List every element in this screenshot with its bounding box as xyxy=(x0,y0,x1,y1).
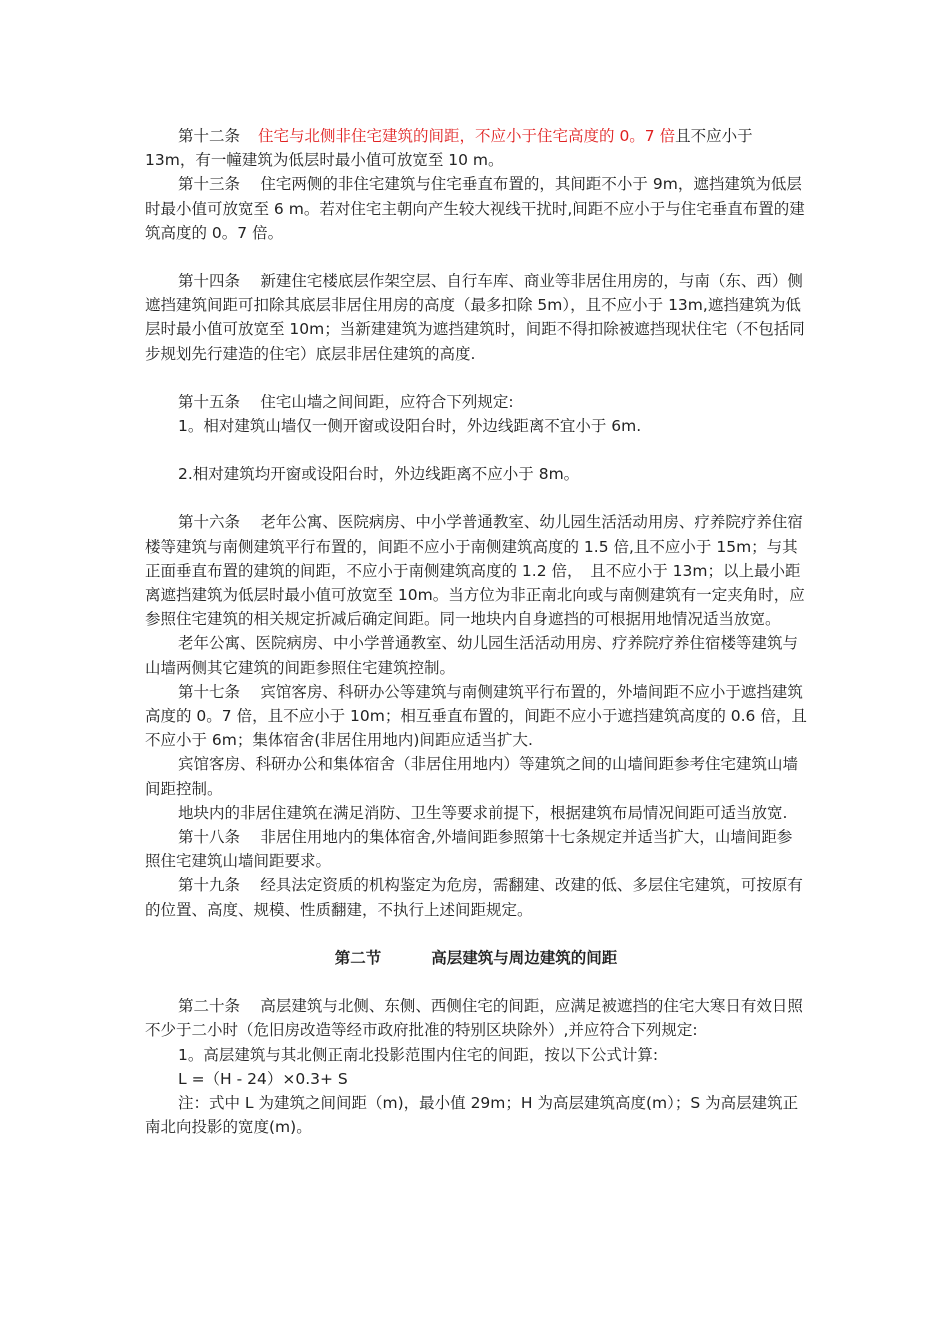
article-19: 第十九条 经具法定资质的机构鉴定为危房，需翻建、改建的低、多层住宅建筑，可按原有的位置、高度、规模、性质翻建，不执行上述间距规定。 xyxy=(145,876,803,919)
document-body xyxy=(145,124,807,1139)
section-number: 第二节 xyxy=(334,948,382,967)
article-15-item-2: 2.相对建筑均开窗或设阳台时，外边线距离不应小于 8m。 xyxy=(178,465,580,484)
section-title: 高层建筑与周边建筑的间距 xyxy=(431,948,618,967)
article-12 xyxy=(145,124,807,172)
article-18: 第十八条 非居住用地内的集体宿舍,外墙间距参照第十七条规定并适当扩大，山墙间距参照住宅建筑山墙间距要求。 xyxy=(145,828,793,871)
article-13: 第十三条 住宅两侧的非住宅建筑与住宅垂直布置的，其间距不小于 9m，遮挡建筑为低层时最小值可放宽至 6 m。若对住宅主朝向产生较大视线干扰时,间距不应小于与住宅垂直布置的建筑高度的 0。7 倍。 xyxy=(145,175,805,242)
article-17-supplement-1: 宾馆客房、科研办公和集体宿舍（非居住用地内）等建筑之间的山墙间距参考住宅建筑山墙间距控制。 xyxy=(145,755,799,798)
article-15: 第十五条 住宅山墙之间间距，应符合下列规定: xyxy=(178,392,514,411)
article-16: 第十六条 老年公寓、医院病房、中小学普通教室、幼儿园生活活动用房、疗养院疗养住宿楼等建筑与南侧建筑平行布置的，间距不应小于南侧建筑高度的 1.5 倍,且不应小于 15m；与其正面垂直布置的建筑的间距，不应小于南侧建筑高度的 1.2 倍， 且不应小于 13m；以上最小距离遮挡建筑为低层时最小值可放宽至 10m。当方位为非正南北向或与南侧建筑有一定夹角时，应参照住宅建筑的相关规定折减后确定间距。同一地块内自身遮挡的可根据用地情况适当放宽。 xyxy=(145,513,805,629)
article-17: 第十七条 宾馆客房、科研办公等建筑与南侧建筑平行布置的，外墙间距不应小于遮挡建筑高度的 0。7 倍，且不应小于 10m；相互垂直布置的，间距不应小于遮挡建筑高度的 0.6 倍，且不应小于 6m；集体宿舍(非居住用地内)间距应适当扩大. xyxy=(145,682,807,750)
article-14: 第十四条 新建住宅楼底层作架空层、自行车库、商业等非居住用房的，与南（东、西）侧遮挡建筑间距可扣除其底层非居住用房的高度（最多扣除 5m），且不应小于 13m,遮挡建筑为低层时最小值可放宽至 10m；当新建建筑为遮挡建筑时，间距不得扣除被遮挡现状住宅（不包括同步规划先行建造的住宅）底层非居住建筑的高度. xyxy=(145,272,805,363)
section-heading xyxy=(145,946,807,970)
formula: L =（H - 24）×0.3+ S xyxy=(178,1069,348,1088)
article-16-supplement: 老年公寓、医院病房、中小学普通教室、幼儿园生活活动用房、疗养院疗养住宿楼等建筑与山墙两侧其它建筑的间距参照住宅建筑控制。 xyxy=(145,634,799,677)
article-15-item-1: 1。相对建筑山墙仅一侧开窗或设阳台时，外边线距离不宜小于 6m. xyxy=(178,417,642,436)
formula-note: 注：式中 L 为建筑之间间距（m)，最小值 29m；H 为高层建筑高度(m）；S 为高层建筑正南北向投影的宽度(m)。 xyxy=(145,1093,799,1137)
article-12-rest: 且不应小于 13m，有一幢建筑为低层时最小值可放宽至 10 m。 xyxy=(145,127,753,170)
article-17-supplement-2: 地块内的非居住建筑在满足消防、卫生等要求前提下，根据建筑布局情况间距可适当放宽. xyxy=(178,803,788,822)
article-12-highlight: 住宅与北侧非住宅建筑的间距，不应小于住宅高度的 0。7 倍 xyxy=(258,127,676,145)
article-20-item-1: 1。高层建筑与其北侧正南北投影范围内住宅的间距，按以下公式计算: xyxy=(178,1045,659,1064)
article-12-number: 第十二条 xyxy=(178,127,241,145)
article-20: 第二十条 高层建筑与北侧、东侧、西侧住宅的间距，应满足被遮挡的住宅大寒日有效日照不少于二小时（危旧房改造等经市政府批准的特别区块除外）,并应符合下列规定: xyxy=(145,997,803,1040)
